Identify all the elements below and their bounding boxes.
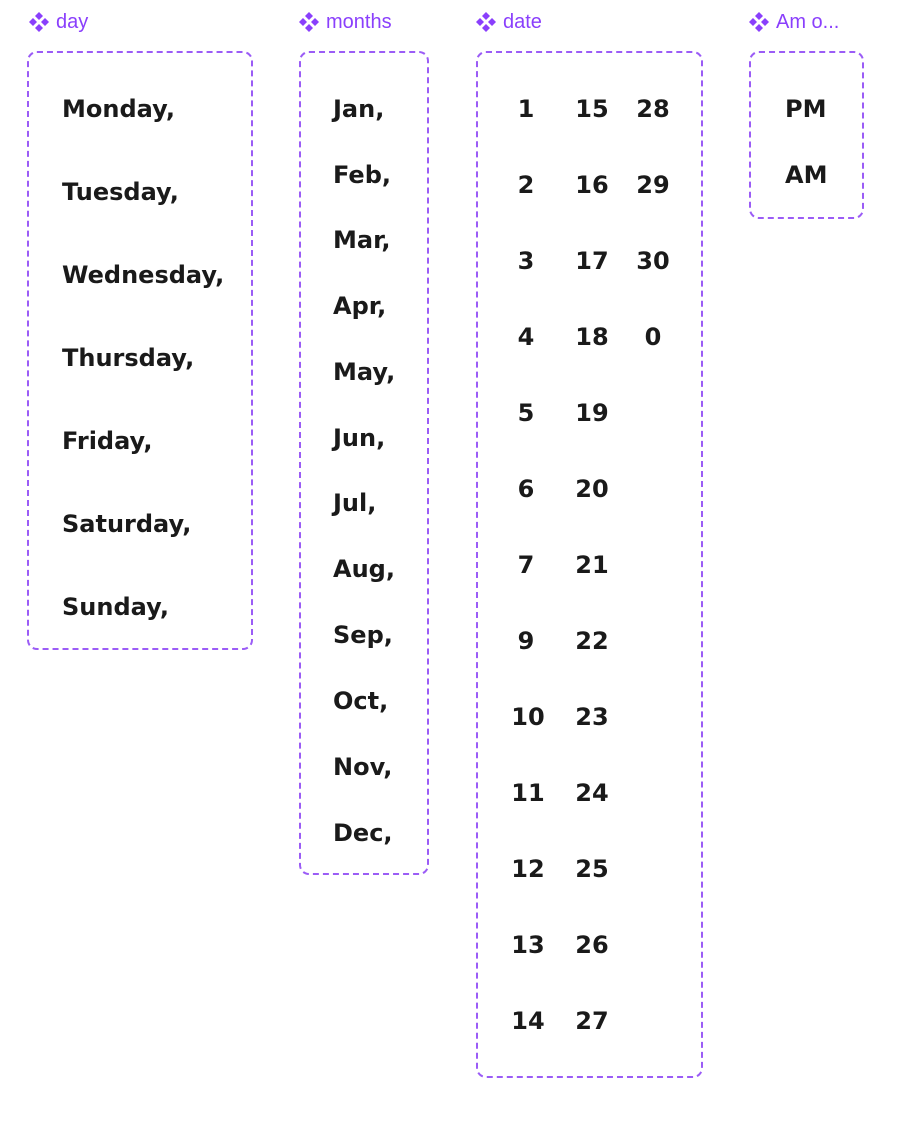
day-item: Monday, (62, 95, 175, 123)
date-item: 30 (636, 247, 670, 275)
month-item: Nov, (333, 753, 393, 781)
date-item: 22 (575, 627, 609, 655)
component-label-months[interactable] (298, 8, 392, 36)
date-item: 28 (636, 95, 670, 123)
date-item: 7 (517, 551, 535, 579)
day-frame[interactable] (27, 51, 253, 650)
component-diamond-icon (475, 11, 497, 33)
date-item: 15 (575, 95, 609, 123)
date-item: 4 (517, 323, 535, 351)
date-item: 6 (517, 475, 535, 503)
component-diamond-icon (28, 11, 50, 33)
month-item: Jul, (333, 489, 377, 517)
component-diamond-icon (748, 11, 770, 33)
ampm-item: PM (785, 95, 827, 123)
date-item: 25 (575, 855, 609, 883)
date-item: 13 (511, 931, 545, 959)
ampm-frame[interactable] (749, 51, 864, 219)
date-item: 2 (517, 171, 535, 199)
month-item: Oct, (333, 687, 389, 715)
date-item: 17 (575, 247, 609, 275)
month-item: Apr, (333, 292, 387, 320)
ampm-item: AM (785, 161, 828, 189)
component-label-text: day (56, 10, 89, 33)
day-item: Thursday, (62, 344, 195, 372)
component-label-ampm[interactable] (748, 8, 839, 36)
date-item: 26 (575, 931, 609, 959)
component-label-text: Am o... (776, 10, 840, 33)
component-label-day[interactable] (28, 8, 88, 36)
component-label-text: months (326, 10, 392, 33)
day-item: Sunday, (62, 593, 169, 621)
month-item: Jan, (333, 95, 385, 123)
date-item: 9 (517, 627, 535, 655)
component-diamond-icon (298, 11, 320, 33)
date-item: 1 (517, 95, 535, 123)
date-item: 5 (517, 399, 535, 427)
month-item: Sep, (333, 621, 393, 649)
component-label-text: date (503, 10, 542, 33)
date-item: 29 (636, 171, 670, 199)
date-item: 0 (644, 323, 662, 351)
date-item: 20 (575, 475, 609, 503)
date-item: 10 (511, 703, 545, 731)
date-item: 27 (575, 1007, 609, 1035)
month-item: Jun, (333, 424, 386, 452)
month-item: May, (333, 358, 396, 386)
day-item: Friday, (62, 427, 153, 455)
date-item: 3 (517, 247, 535, 275)
date-item: 14 (511, 1007, 545, 1035)
date-item: 16 (575, 171, 609, 199)
date-item: 24 (575, 779, 609, 807)
month-item: Dec, (333, 819, 393, 847)
date-item: 18 (575, 323, 609, 351)
month-item: Aug, (333, 555, 395, 583)
months-frame[interactable] (299, 51, 429, 875)
day-item: Tuesday, (62, 178, 179, 206)
day-item: Wednesday, (62, 261, 225, 289)
date-item: 12 (511, 855, 545, 883)
component-label-date[interactable] (475, 8, 542, 36)
date-item: 19 (575, 399, 609, 427)
month-item: Feb, (333, 161, 391, 189)
date-item: 11 (511, 779, 545, 807)
month-item: Mar, (333, 226, 391, 254)
date-item: 21 (575, 551, 609, 579)
date-frame[interactable] (476, 51, 703, 1078)
day-item: Saturday, (62, 510, 192, 538)
date-item: 23 (575, 703, 609, 731)
